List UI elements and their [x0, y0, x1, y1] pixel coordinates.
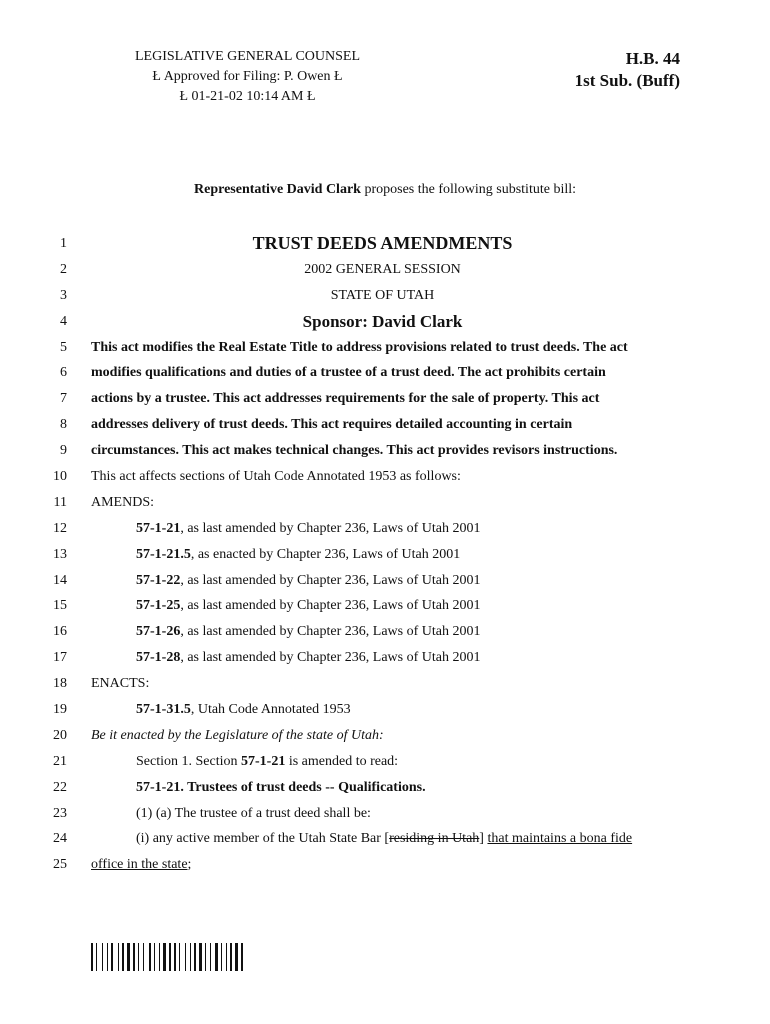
bill-line [0, 516, 770, 542]
barcode-bar [239, 943, 240, 971]
barcode-bar [230, 943, 232, 971]
section-heading: 57-1-21. Trustees of trust deeds -- Qualifications. [136, 779, 426, 795]
line-number: 4 [60, 313, 67, 329]
bill-title: TRUST DEEDS AMENDMENTS [252, 233, 513, 253]
amended-section [136, 645, 674, 671]
text-suffix: ; [187, 857, 192, 873]
counsel-title: LEGISLATIVE GENERAL COUNSEL [134, 49, 360, 64]
section-number: 57-1-21 [241, 753, 286, 769]
bill-line [0, 490, 770, 516]
barcode-bar [233, 943, 234, 971]
section-citation: , as last amended by Chapter 236, Laws of Utah 2001 [180, 520, 481, 536]
enacting-clause: Be it enacted by the Legislature of the state of Utah: [91, 727, 384, 743]
section-number: 57-1-21.5 [136, 546, 191, 562]
line-number: 3 [60, 287, 67, 303]
line-number: 14 [53, 572, 67, 588]
barcode-bar [205, 943, 206, 971]
barcode-bar [161, 943, 162, 971]
barcode-bar [91, 943, 93, 971]
barcode-bar [94, 943, 95, 971]
barcode-bar [241, 943, 243, 971]
section-citation: , as last amended by Chapter 236, Laws of Utah 2001 [180, 598, 481, 614]
barcode-bar [120, 943, 121, 971]
bill-line [0, 826, 770, 852]
line-number: 5 [60, 339, 67, 355]
barcode-bar [194, 943, 196, 971]
summary-text: actions by a trustee. This act addresses requirements for the sale of property. This act [91, 391, 600, 407]
section-intro [136, 749, 674, 775]
bill-line [0, 283, 770, 309]
section-number: 57-1-21 [136, 520, 181, 536]
summary-text: This act modifies the Real Estate Title to address provisions related to trust deeds. The act [91, 339, 628, 355]
bill-line [0, 697, 770, 723]
line-number: 18 [53, 676, 67, 692]
amended-section [136, 593, 674, 619]
bill-line [0, 542, 770, 568]
section-citation: , as enacted by Chapter 236, Laws of Utah 2001 [190, 546, 461, 562]
line-number: 2 [60, 261, 67, 277]
barcode-bar [143, 943, 144, 971]
barcode-bar [138, 943, 139, 971]
amended-section [136, 568, 674, 594]
subsection-text: (1) (a) The trustee of a trust deed shall be: [136, 805, 371, 821]
state-label: STATE OF UTAH [330, 287, 435, 303]
barcode-bar [122, 943, 124, 971]
line-number: 1 [60, 236, 67, 251]
proposes-line [0, 182, 770, 198]
barcode-bar [131, 943, 132, 971]
line-number: 9 [60, 443, 67, 459]
barcode-bar [133, 943, 135, 971]
barcode-bar [145, 943, 148, 971]
barcode-bar [187, 943, 189, 971]
barcode-bar [169, 943, 171, 971]
bill-line [0, 775, 770, 801]
line-number: 11 [53, 494, 67, 510]
affects-text: This act affects sections of Utah Code Annotated 1953 as follows: [91, 469, 461, 485]
summary-text: modifies qualifications and duties of a trustee of a trust deed. The act prohibits certain [91, 365, 606, 381]
section-citation: , as last amended by Chapter 236, Laws of Utah 2001 [180, 650, 481, 666]
representative-name: Representative David Clark [194, 182, 361, 197]
barcode-bar [109, 943, 110, 971]
line-number: 22 [53, 779, 67, 795]
session-label: 2002 GENERAL SESSION [304, 261, 461, 277]
bill-body [0, 231, 770, 878]
section-number: 57-1-28 [136, 650, 181, 666]
barcode-bar [156, 943, 158, 971]
line-number: 12 [53, 520, 67, 536]
line-number: 20 [53, 727, 67, 743]
proposes-text: proposes the following substitute bill: [360, 182, 576, 197]
bill-id-block [575, 48, 680, 92]
bill-line [0, 645, 770, 671]
line-number: 15 [53, 598, 67, 614]
counsel-approval-block [100, 47, 395, 107]
barcode-bar [219, 943, 220, 971]
subsection-text [136, 826, 674, 852]
bill-line [0, 801, 770, 827]
barcode-bar [185, 943, 186, 971]
line-number: 21 [53, 753, 67, 769]
text-prefix: (i) any active member of the Utah State Bar [ [136, 831, 390, 847]
struck-text: residing in Utah [389, 831, 480, 847]
barcode-bar [152, 943, 153, 971]
bill-line [0, 438, 770, 464]
barcode-bar [244, 943, 245, 971]
line-number: 16 [53, 624, 67, 640]
section-intro-prefix: Section 1. Section [136, 753, 241, 769]
amends-heading: AMENDS: [91, 494, 155, 510]
barcode-bar [223, 943, 225, 971]
bill-line [0, 309, 770, 335]
section-intro-suffix: is amended to read: [285, 753, 399, 769]
barcode-bar [154, 943, 155, 971]
bill-number: H.B. 44 [625, 49, 680, 68]
barcode-bar [226, 943, 227, 971]
barcode-bar [177, 943, 178, 971]
barcode-bar [228, 943, 229, 971]
barcode-image [91, 943, 267, 971]
barcode-bar [210, 943, 211, 971]
barcode-bar [111, 943, 113, 971]
barcode-bar [199, 943, 202, 971]
sponsor-label: Sponsor: David Clark [302, 311, 463, 331]
barcode-bar [107, 943, 108, 971]
enacted-section [136, 697, 674, 723]
barcode-bar [98, 943, 101, 971]
section-citation: , Utah Code Annotated 1953 [190, 702, 351, 718]
bill-line [0, 593, 770, 619]
bill-line [0, 412, 770, 438]
approval-line: Ł Approved for Filing: P. Owen Ł [152, 69, 343, 84]
bill-line [0, 386, 770, 412]
bill-line [0, 723, 770, 749]
bill-line [0, 257, 770, 283]
line-number: 13 [53, 546, 67, 562]
barcode-bar [197, 943, 198, 971]
barcode-bar [203, 943, 204, 971]
bill-line [0, 360, 770, 386]
section-citation: , as last amended by Chapter 236, Laws of Utah 2001 [180, 624, 481, 640]
barcode-bar [96, 943, 97, 971]
section-number: 57-1-26 [136, 624, 181, 640]
summary-text: circumstances. This act makes technical changes. This act provides revisors instructions. [91, 443, 618, 459]
bill-line [0, 852, 770, 878]
line-number: 24 [53, 831, 67, 847]
barcode-bar [102, 943, 103, 971]
bill-line [0, 619, 770, 645]
enacts-heading: ENACTS: [91, 676, 150, 692]
barcode-bar [207, 943, 209, 971]
barcode-bar [149, 943, 151, 971]
barcode-bar [114, 943, 117, 971]
barcode-bar [140, 943, 142, 971]
amended-section [136, 542, 674, 568]
section-number: 57-1-22 [136, 572, 181, 588]
line-number: 8 [60, 417, 67, 433]
section-number: 57-1-31.5 [136, 702, 191, 718]
barcode-bar [190, 943, 191, 971]
barcode-bar [221, 943, 222, 971]
bill-line [0, 749, 770, 775]
barcode-bar [181, 943, 184, 971]
barcode-bar [212, 943, 214, 971]
line-number: 17 [53, 650, 67, 666]
barcode-bar [127, 943, 130, 971]
barcode-bar [159, 943, 160, 971]
line-number: 23 [53, 805, 67, 821]
barcode-bar [172, 943, 173, 971]
approval-timestamp: Ł 01-21-02 10:14 AM Ł [179, 89, 316, 104]
line-number: 10 [53, 469, 67, 485]
inserted-text: office in the state [91, 857, 188, 873]
bill-line [0, 568, 770, 594]
bill-line [0, 671, 770, 697]
line-number: 6 [60, 365, 67, 381]
summary-text: addresses delivery of trust deeds. This act requires detailed accounting in certain [91, 417, 573, 433]
barcode-bar [167, 943, 168, 971]
barcode-bar [235, 943, 238, 971]
section-citation: , as last amended by Chapter 236, Laws of Utah 2001 [180, 572, 481, 588]
barcode-bar [174, 943, 176, 971]
inserted-text: that maintains a bona fide [487, 831, 633, 847]
line-number: 25 [53, 857, 67, 873]
barcode-bar [179, 943, 180, 971]
line-number: 19 [53, 702, 67, 718]
subsection-text [91, 852, 674, 878]
bill-line [0, 231, 770, 257]
barcode-bar [125, 943, 126, 971]
amended-section [136, 516, 674, 542]
bill-line [0, 335, 770, 361]
amended-section [136, 619, 674, 645]
barcode-bar [104, 943, 106, 971]
barcode-bar [163, 943, 166, 971]
barcode-bar [136, 943, 137, 971]
section-number: 57-1-25 [136, 598, 181, 614]
barcode-bar [192, 943, 193, 971]
barcode-bar [118, 943, 119, 971]
barcode-bar [215, 943, 218, 971]
bill-line [0, 464, 770, 490]
substitute-label: 1st Sub. (Buff) [574, 71, 680, 90]
text-bracket: ] [479, 831, 488, 847]
line-number: 7 [60, 391, 67, 407]
